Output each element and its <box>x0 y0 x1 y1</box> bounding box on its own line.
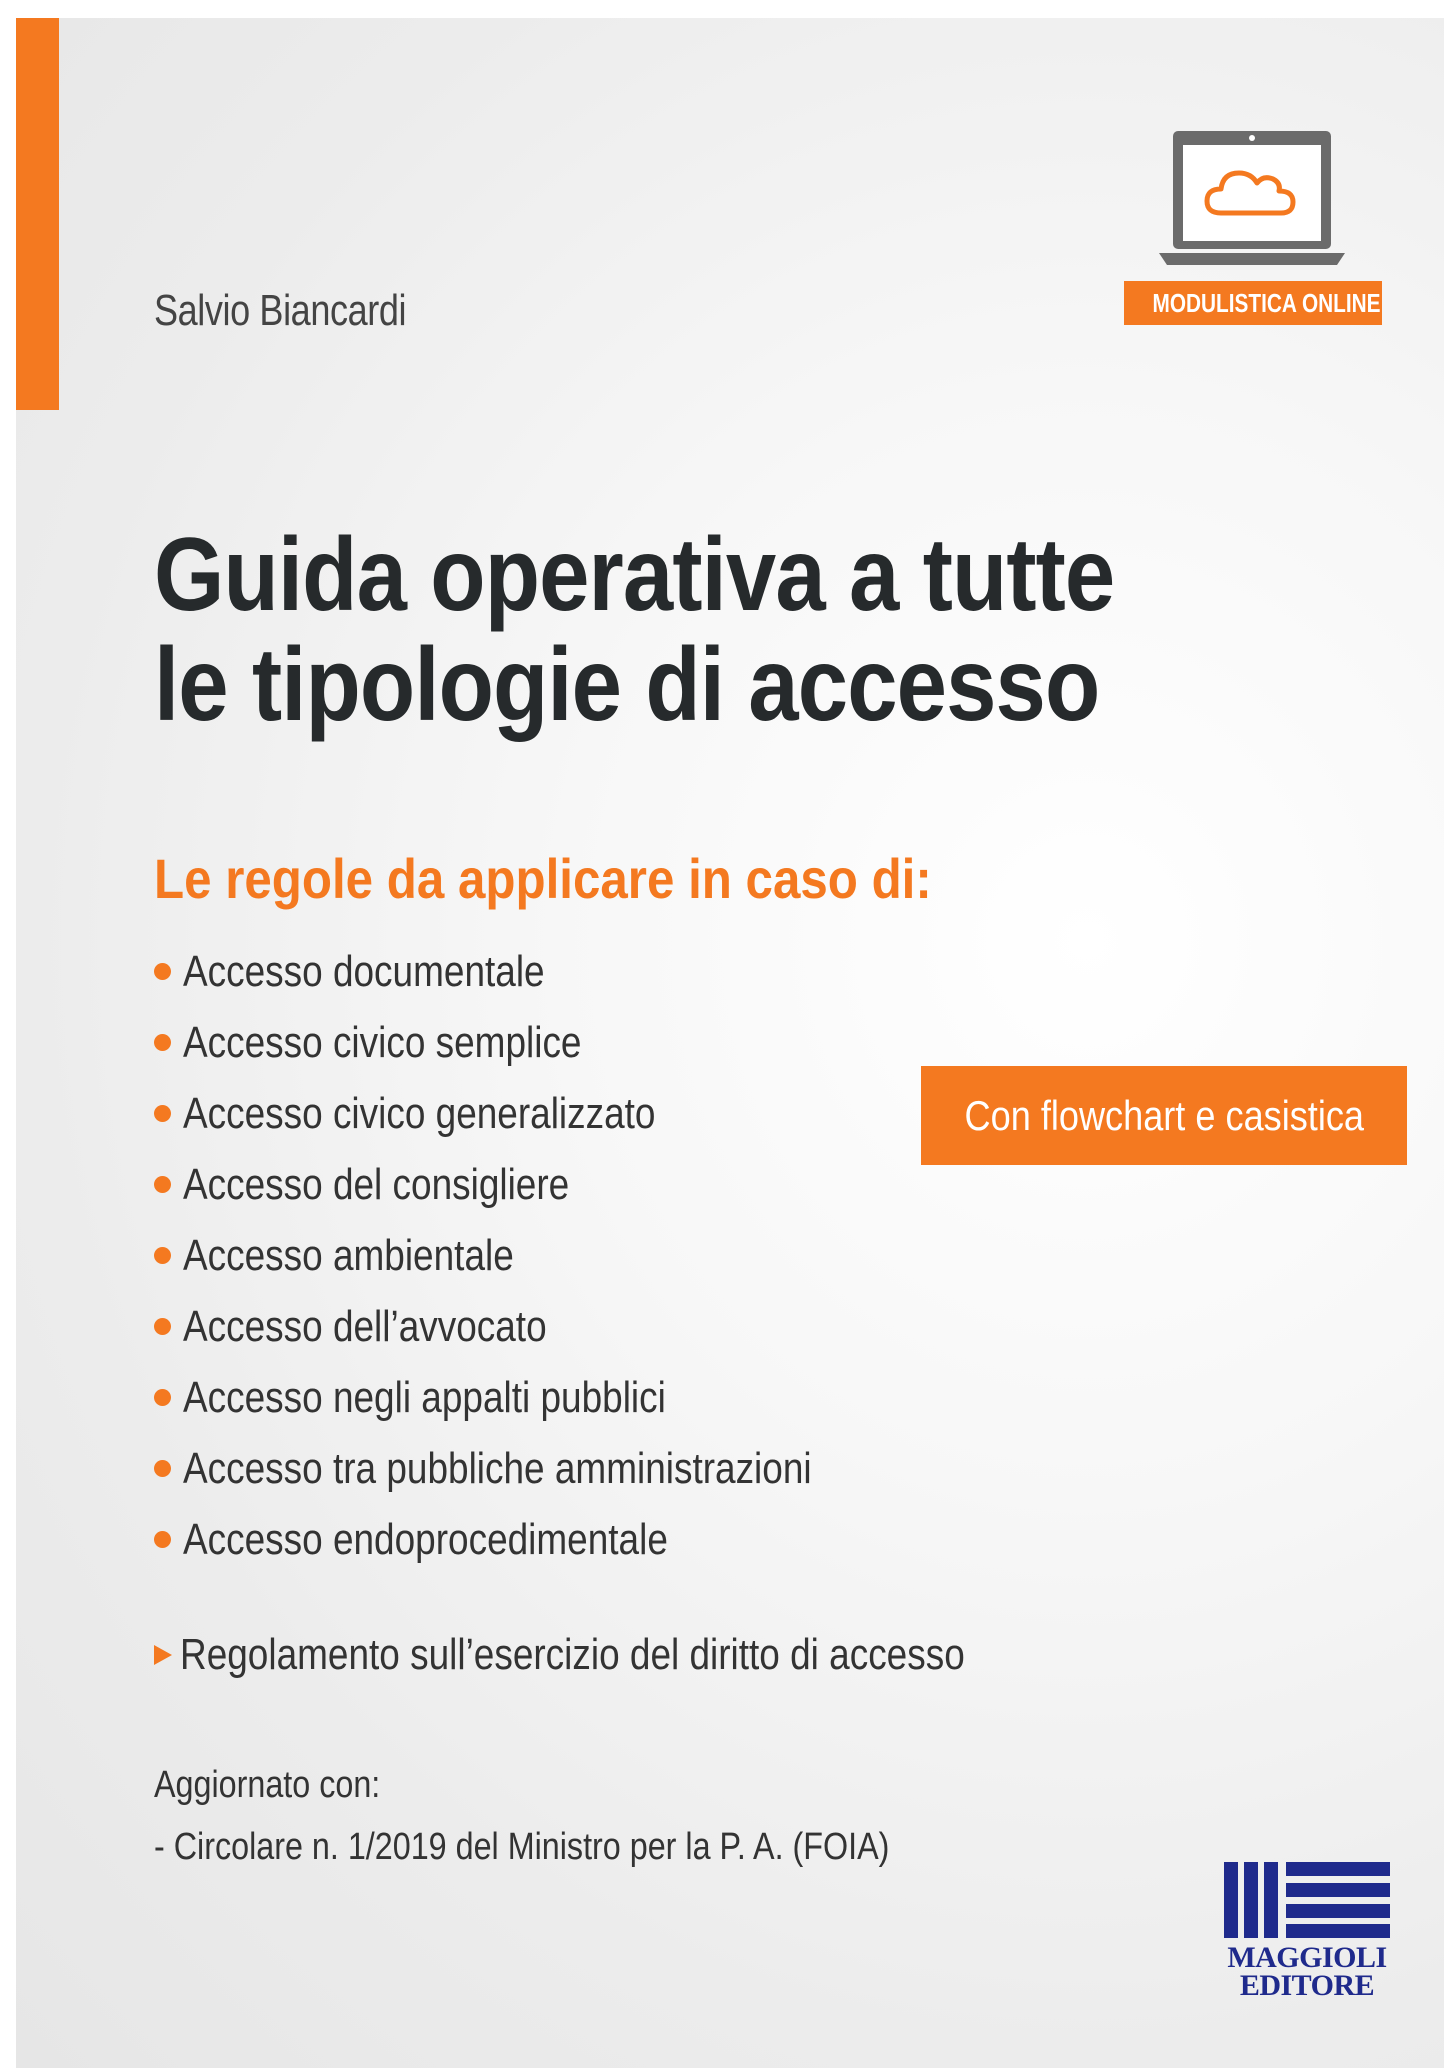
publisher-line-1: MAGGIOLI <box>1227 1941 1387 1974</box>
modulistica-online-badge <box>1124 281 1382 325</box>
update-note <box>154 1754 889 1878</box>
list-item-text: Accesso negli appalti pubblici <box>183 1372 666 1422</box>
orange-dot-icon <box>154 963 171 980</box>
subtitle: Le regole da applicare in caso di: <box>154 847 932 910</box>
list-item-text: Accesso ambientale <box>183 1230 514 1280</box>
book-title <box>154 517 1115 743</box>
list-item <box>154 1149 931 1220</box>
list-item-text: Accesso del consigliere <box>183 1159 570 1209</box>
list-item-text: Accesso dell’avvocato <box>183 1301 547 1351</box>
list-item <box>154 1362 931 1433</box>
orange-dot-icon <box>154 1460 171 1477</box>
update-circolare: - Circolare n. 1/2019 del Ministro per la P. A. (FOIA) <box>154 1826 890 1868</box>
flowchart-badge-label: Con flowchart e casistica <box>964 1092 1364 1139</box>
orange-dot-icon <box>154 1389 171 1406</box>
list-item <box>154 1220 931 1291</box>
orange-dot-icon <box>154 1247 171 1264</box>
regolamento-line <box>154 1630 1114 1680</box>
update-label: Aggiornato con: <box>154 1764 381 1806</box>
list-item-text: Accesso civico semplice <box>183 1017 582 1067</box>
regolamento-text: Regolamento sull’esercizio del diritto di accesso <box>180 1630 965 1679</box>
title-line-2: le tipologie di accesso <box>154 627 1100 743</box>
author-name: Salvio Biancardi <box>154 286 407 335</box>
maggioli-logo-icon <box>1222 1858 1392 1938</box>
publisher-logo <box>1222 1858 1392 2000</box>
orange-dot-icon <box>154 1105 171 1122</box>
list-item-text: Accesso endoprocedimentale <box>183 1514 668 1564</box>
flowchart-badge <box>921 1066 1407 1165</box>
orange-triangle-icon <box>154 1645 172 1665</box>
orange-dot-icon <box>154 1318 171 1335</box>
orange-dot-icon <box>154 1531 171 1548</box>
publisher-name <box>1222 1941 1392 2002</box>
modulistica-online-label: MODULISTICA ONLINE <box>1152 288 1381 318</box>
orange-dot-icon <box>154 1176 171 1193</box>
list-item <box>154 1291 931 1362</box>
access-types-list <box>154 936 931 1575</box>
list-item <box>154 1078 931 1149</box>
list-item <box>154 1433 931 1504</box>
list-item-text: Accesso documentale <box>183 946 545 996</box>
laptop-cloud-icon <box>1159 129 1345 271</box>
list-item <box>154 1007 931 1078</box>
title-line-1: Guida operativa a tutte <box>154 517 1115 633</box>
list-item-text: Accesso civico generalizzato <box>183 1088 656 1138</box>
list-item <box>154 936 931 1007</box>
list-item-text: Accesso tra pubbliche amministrazioni <box>183 1443 812 1493</box>
orange-accent-strip <box>16 18 59 410</box>
publisher-line-2: EDITORE <box>1239 1969 1375 2002</box>
orange-dot-icon <box>154 1034 171 1051</box>
list-item <box>154 1504 931 1575</box>
